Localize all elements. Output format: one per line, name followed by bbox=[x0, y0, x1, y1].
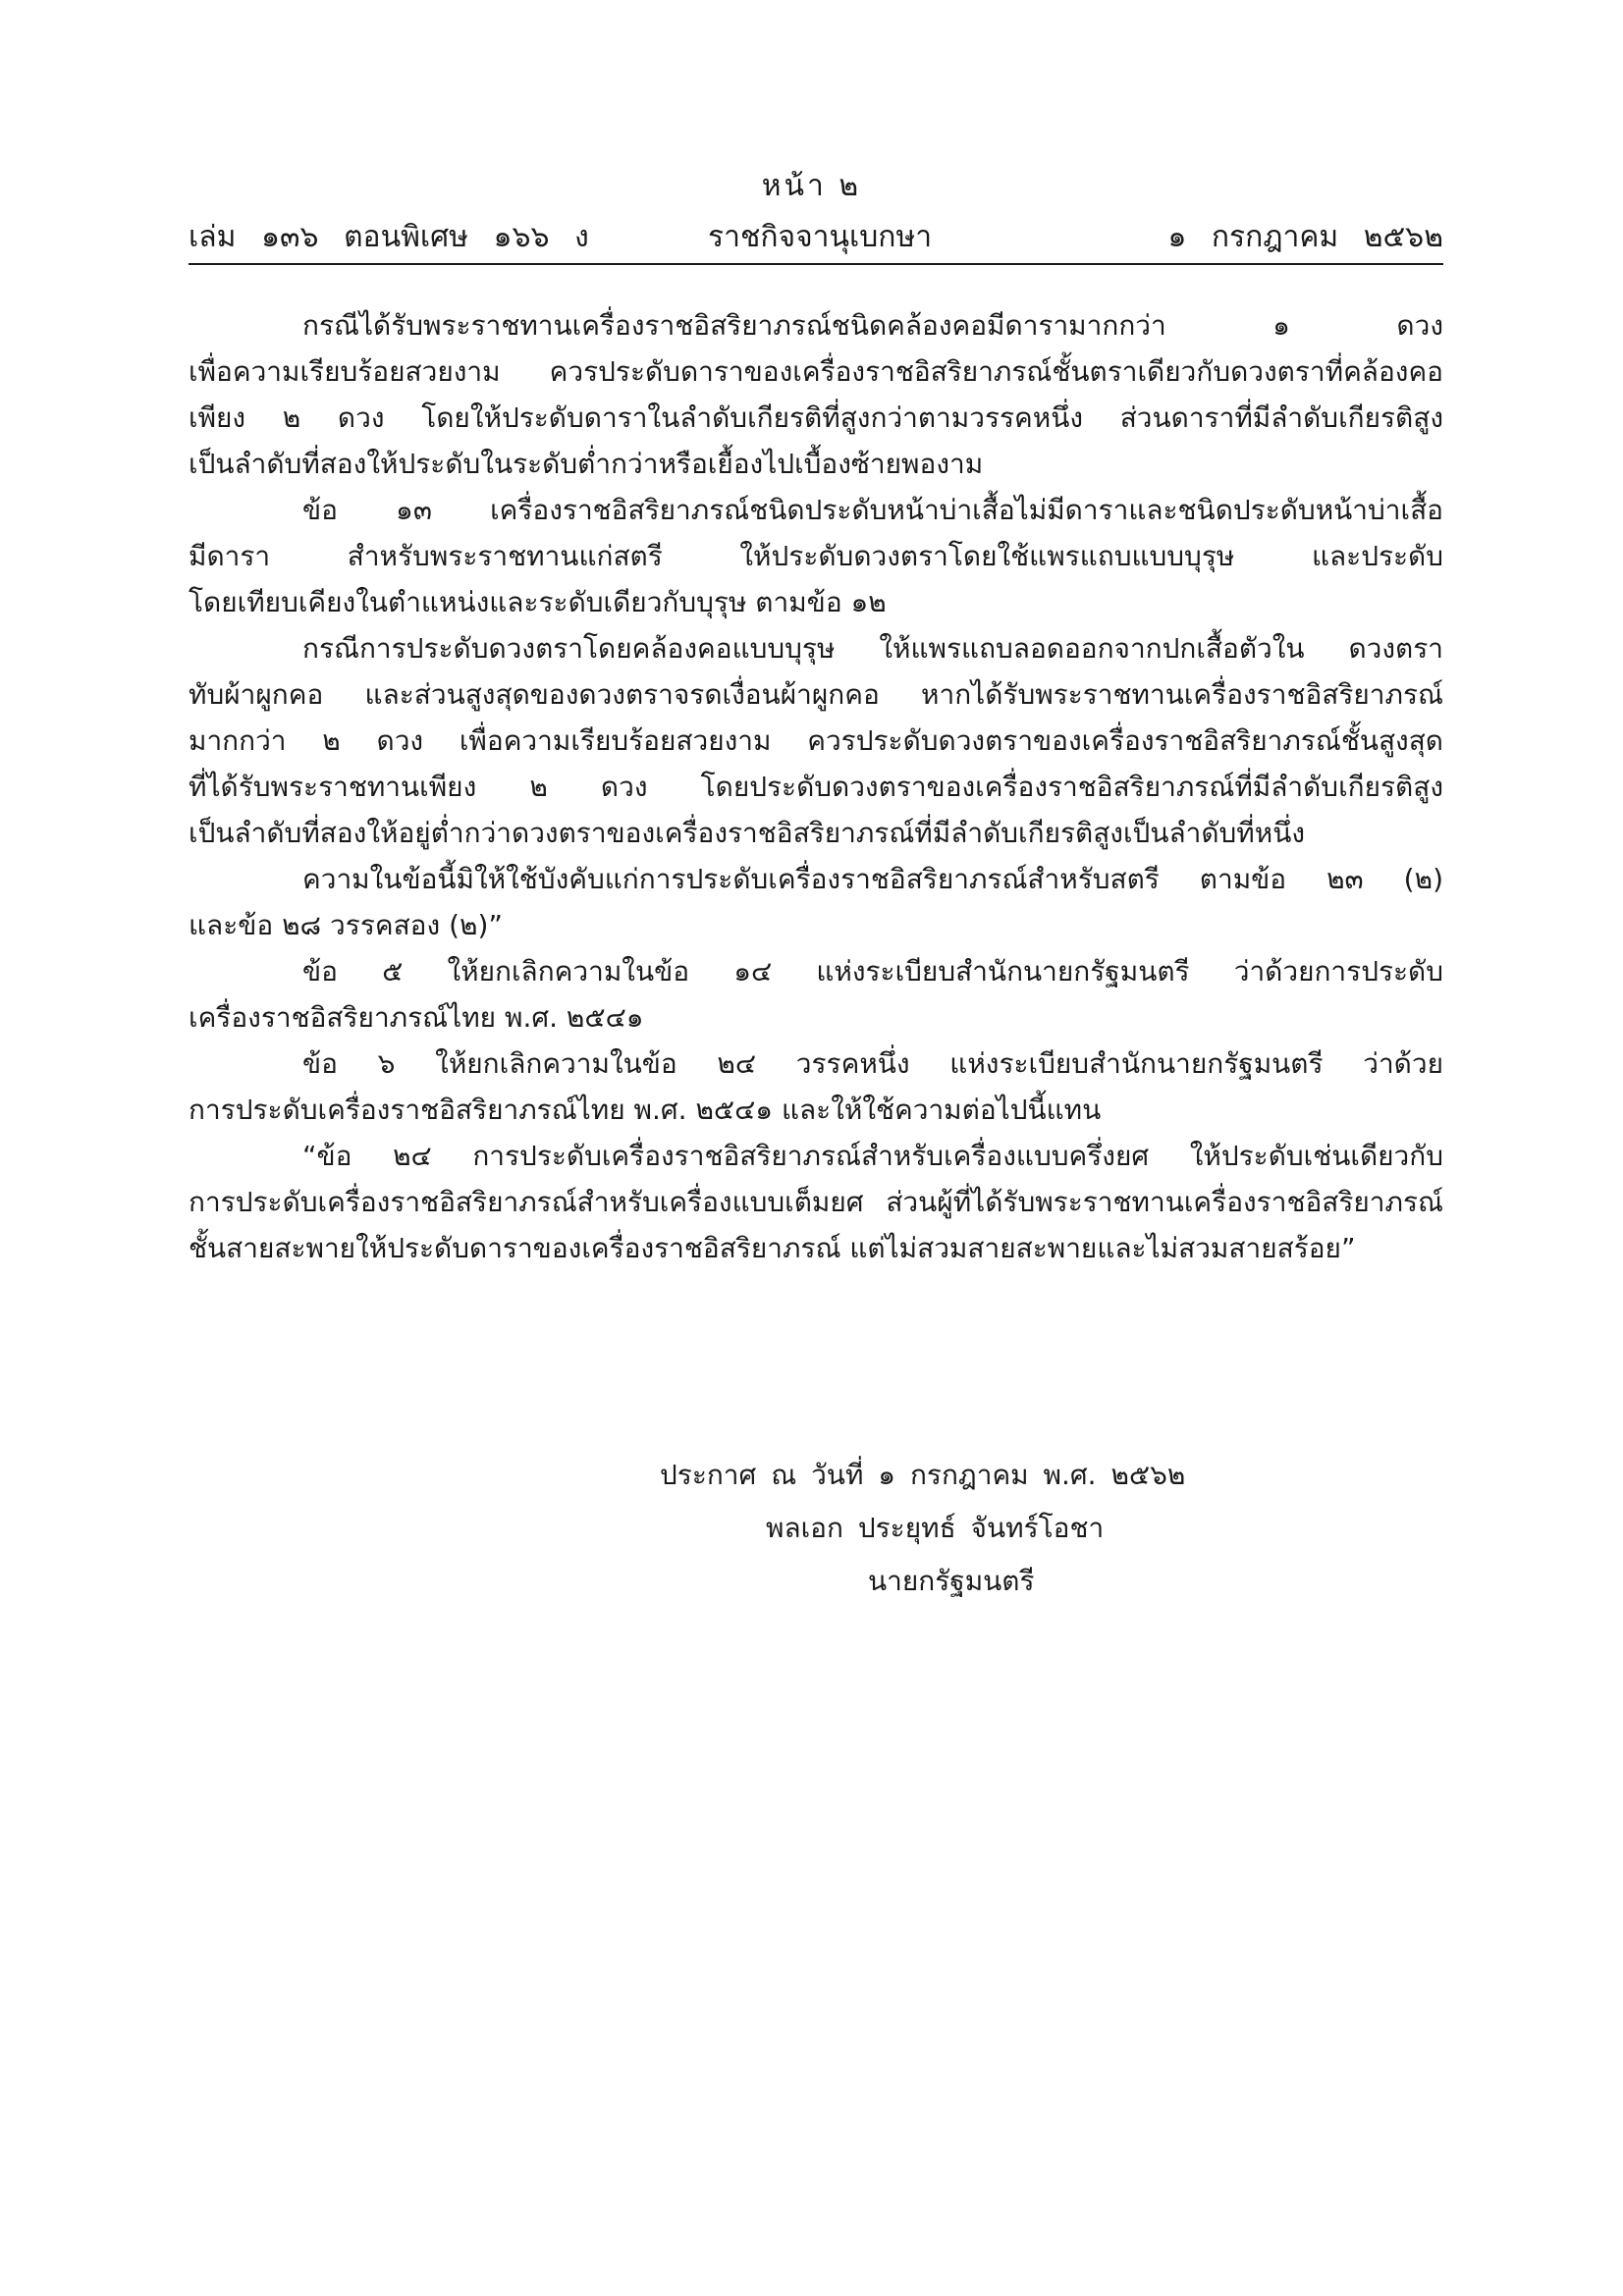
body-line: และข้อ ๒๘ วรรคสอง (๒)” bbox=[189, 909, 503, 941]
body-line: ความในข้อนี้มิให้ใช้บังคับแก่การประดับเครื่องราชอิสริยาภรณ์สำหรับสตรี ตามข้อ ๒๓ (๒) bbox=[302, 863, 1443, 895]
body-line: มีดารา สำหรับพระราชทานแก่สตรี ให้ประดับดวงตราโดยใช้แพรแถบแบบบุรุษ และประดับ bbox=[189, 540, 1443, 572]
paragraph-clause-24 bbox=[189, 1133, 1443, 1271]
header-issue: เล่ม ๑๓๖ ตอนพิเศษ ๑๖๖ ง bbox=[189, 220, 589, 254]
paragraph-clause-13 bbox=[189, 487, 1443, 625]
announcement-date: ประกาศ ณ วันที่ ๑ กรกฎาคม พ.ศ. ๒๕๖๒ bbox=[660, 1459, 1186, 1491]
body-line: ทับผ้าผูกคอ และส่วนสูงสุดของดวงตราจรดเงื่อนผ้าผูกคอ หากได้รับพระราชทานเครื่องราชอิสริยาภรณ์ bbox=[189, 678, 1443, 711]
header-publication: ราชกิจจานุเบกษา bbox=[708, 220, 933, 254]
paragraph-necklace-stars bbox=[189, 302, 1443, 487]
paragraph-clause-5 bbox=[189, 948, 1443, 1041]
body-line: ชั้นสายสะพายให้ประดับดาราของเครื่องราชอิสริยาภรณ์ แต่ไม่สวมสายสะพายและไม่สวมสายสร้อย” bbox=[189, 1232, 1356, 1264]
body-line: เป็นลำดับที่สองให้อยู่ต่ำกว่าดวงตราของเครื่องราชอิสริยาภรณ์ที่มีลำดับเกียรติสูงเป็นลำดับที่หนึ่ง bbox=[189, 817, 1306, 849]
body-line: การประดับเครื่องราชอิสริยาภรณ์สำหรับเครื่องแบบเต็มยศ ส่วนผู้ที่ได้รับพระราชทานเครื่องราชอิสริยาภรณ์ bbox=[189, 1186, 1443, 1218]
body-line: เครื่องราชอิสริยาภรณ์ไทย พ.ศ. ๒๕๔๑ bbox=[189, 1001, 644, 1034]
body-line: โดยเทียบเคียงในตำแหน่งและระดับเดียวกับบุรุษ ตามข้อ ๑๒ bbox=[189, 586, 887, 618]
signer-title: นายกรัฐมนตรี bbox=[868, 1565, 1035, 1597]
body-line: เพื่อความเรียบร้อยสวยงาม ควรประดับดาราของเครื่องราชอิสริยาภรณ์ชั้นตราเดียวกับดวงตราที่คล้องคอ bbox=[189, 355, 1443, 388]
paragraph-male-style bbox=[189, 625, 1443, 856]
body-line: การประดับเครื่องราชอิสริยาภรณ์ไทย พ.ศ. ๒๕๔๑ และให้ใช้ความต่อไปนี้แทน bbox=[189, 1094, 1102, 1126]
header-divider bbox=[189, 263, 1443, 265]
body-line: ข้อ ๕ ให้ยกเลิกความในข้อ ๑๔ แห่งระเบียบสำนักนายกรัฐมนตรี ว่าด้วยการประดับ bbox=[302, 955, 1443, 988]
body-line: เป็นลำดับที่สองให้ประดับในระดับต่ำกว่าหรือเยื้องไปเบื้องซ้ายพองาม bbox=[189, 448, 984, 480]
document-body bbox=[189, 302, 1443, 1271]
header-date: ๑ กรกฎาคม ๒๕๖๒ bbox=[1167, 220, 1443, 254]
signer-name: พลเอก ประยุทธ์ จันทร์โอชา bbox=[766, 1512, 1105, 1544]
body-line: กรณีได้รับพระราชทานเครื่องราชอิสริยาภรณ์ชนิดคล้องคอมีดารามากกว่า ๑ ดวง bbox=[302, 309, 1443, 342]
body-line: ข้อ ๖ ให้ยกเลิกความในข้อ ๒๔ วรรคหนึ่ง แห่งระเบียบสำนักนายกรัฐมนตรี ว่าด้วย bbox=[302, 1047, 1443, 1080]
gazette-header bbox=[189, 216, 1443, 259]
body-line: กรณีการประดับดวงตราโดยคล้องคอแบบบุรุษ ให้แพรแถบลอดออกจากปกเสื้อตัวใน ดวงตรา bbox=[302, 632, 1443, 665]
paragraph-exemption bbox=[189, 856, 1443, 948]
page-number: หน้า ๒ bbox=[761, 169, 862, 203]
body-line: “ข้อ ๒๔ การประดับเครื่องราชอิสริยาภรณ์สำหรับเครื่องแบบครึ่งยศ ให้ประดับเช่นเดียวกับ bbox=[302, 1140, 1443, 1172]
body-line: มากกว่า ๒ ดวง เพื่อความเรียบร้อยสวยงาม ควรประดับดวงตราของเครื่องราชอิสริยาภรณ์ชั้นสูงสุด bbox=[189, 724, 1443, 757]
paragraph-clause-6 bbox=[189, 1041, 1443, 1133]
body-line: ที่ได้รับพระราชทานเพียง ๒ ดวง โดยประดับดวงตราของเครื่องราชอิสริยาภรณ์ที่มีลำดับเกียรติสูง bbox=[189, 771, 1443, 803]
body-line: เพียง ๒ ดวง โดยให้ประดับดาราในลำดับเกียรติที่สูงกว่าตามวรรคหนึ่ง ส่วนดาราที่มีลำดับเกียรติสูง bbox=[189, 401, 1443, 434]
body-line: ข้อ ๑๓ เครื่องราชอิสริยาภรณ์ชนิดประดับหน้าบ่าเสื้อไม่มีดาราและชนิดประดับหน้าบ่าเสื้อ bbox=[302, 494, 1443, 526]
